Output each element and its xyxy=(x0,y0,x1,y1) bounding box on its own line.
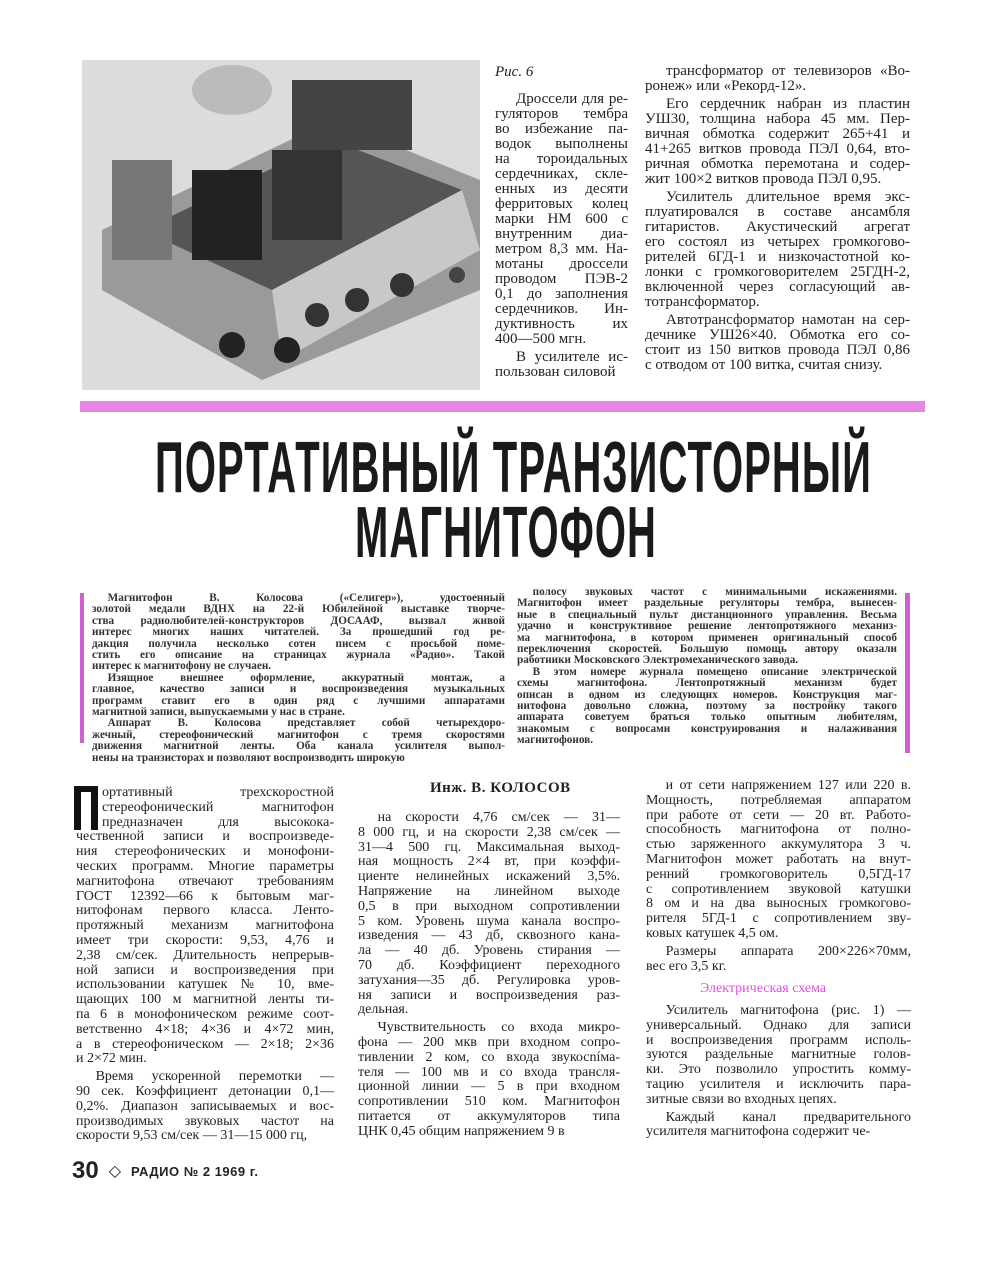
text-line: во избежание па- xyxy=(495,121,628,137)
text-line: ства радиолюбителей-конструкторов ДОСААФ, вызвал живой xyxy=(92,614,505,627)
magazine-issue: РАДИО № 2 1969 г. xyxy=(131,1163,259,1179)
text-line: использовании катушек № 10, вме- xyxy=(76,977,334,993)
text-line: рителя 5ГД-1 с сопротивлением зву- xyxy=(646,911,911,927)
text-line: интерес многих наших читателей. За прошедший год ре- xyxy=(92,626,505,639)
text-line: 0,2%. Диапазон записываемых и вос- xyxy=(76,1098,334,1114)
text-line: гитаристов. Акустический агрегат xyxy=(645,219,910,235)
text-line: полосу звуковых частот с минимальными искажениями. xyxy=(532,586,897,598)
text-line: зуются раздельные магнитные голов- xyxy=(646,1047,911,1063)
top-column-right xyxy=(645,64,910,373)
intro-accent-bar-right xyxy=(905,593,910,753)
text-line: тотрансформатор. xyxy=(645,294,760,310)
text-line: ричная обмотка перемотана и содер- xyxy=(645,156,910,172)
page-footer xyxy=(72,1157,258,1185)
text-line: дечнике УШ26×40. Обмотка его со- xyxy=(645,327,910,343)
text-line: магнитофонов. xyxy=(517,734,593,747)
text-line: 0,5 в при выходном сопротивлении xyxy=(358,898,620,914)
text-line: ционной линии — 5 в при входном xyxy=(358,1079,620,1095)
text-line: главное, качество записи и воспроизведения музыкальных xyxy=(92,683,505,696)
text-line: УШ30, толщина набора 45 мм. Пер- xyxy=(645,111,910,127)
text-line: с сопротивлением звуковой катушки xyxy=(646,881,911,897)
text-line: Дроссели для ре- xyxy=(516,91,628,107)
text-line: движения магнитной ленты. Оба канала усилителя выпол- xyxy=(92,740,505,753)
text-line: жит 100×2 витков провода ПЭЛ 0,95. xyxy=(645,171,882,187)
amplifier-chassis-image xyxy=(82,60,480,390)
text-line: имеет три скорости: 9,53, 4,76 и xyxy=(76,932,334,948)
text-line: удачно и конструктивное решение лентопротяжного механиз- xyxy=(517,620,897,633)
text-line: ферритовых колец xyxy=(495,196,628,212)
text-line: способность магнитофона от полно- xyxy=(646,822,911,838)
intro-column-right xyxy=(517,587,897,747)
text-line: и воспроизведения программ исполь- xyxy=(646,1032,911,1048)
text-line: ветственно 4×18; 4×36 и 4×72 мин, xyxy=(76,1021,334,1037)
text-line: ла — 40 дб. Уровень стирания — xyxy=(358,943,620,959)
text-line: ные в специальный пульт дистанционного управления. Весьма xyxy=(517,608,897,621)
text-line: Чувствительность со входа микро- xyxy=(377,1020,620,1036)
magenta-divider xyxy=(80,401,925,412)
text-line: золотой медали ВДНХ на 22-й Юбилейной выставке творче- xyxy=(92,603,505,616)
text-line: 2,38 см/сек. Длительность непрерыв- xyxy=(76,947,334,963)
text-line: 5 ком. Уровень шума канала воспро- xyxy=(358,913,620,929)
text-line: Время ускоренной перемотки — xyxy=(95,1069,334,1085)
text-line: ма магнитофона, в котором применен оригинальный способ xyxy=(517,631,897,644)
text-line: при работе от сети — 20 вт. Работо- xyxy=(646,807,911,823)
section-heading: Электрическая схема xyxy=(700,981,827,996)
text-line: дельная. xyxy=(358,1002,409,1018)
text-line: его состоял из четырех громкогово- xyxy=(645,234,910,250)
text-line: вичная обмотка содержит 265+41 и xyxy=(645,126,910,142)
article-title-line2: МАГНИТОФОН xyxy=(355,493,658,573)
text-line: Магнитофон имеет раздельные регуляторы тембра, вынесен- xyxy=(517,597,897,610)
text-line: стоит из 150 витков провода ПЭЛ 0,86 xyxy=(645,342,910,358)
text-line: сопротивлении 510 ком. Магнитофон xyxy=(358,1094,620,1110)
text-line: трансформатор от телевизоров «Во- xyxy=(666,63,910,79)
text-line: гуляторов тембра xyxy=(495,106,628,122)
text-line: и от сети напряжением 127 или 220 в. xyxy=(665,778,911,793)
text-line: работники Московского Электромеханического завода. xyxy=(517,654,799,667)
text-line: магнитофона отвечают требованиям xyxy=(76,873,334,889)
top-column-left xyxy=(495,92,628,380)
text-line: ческих программ. Многие параметры xyxy=(76,858,334,874)
text-line: В усилителе ис- xyxy=(516,349,628,365)
text-line: Каждый канал предварительного xyxy=(665,1109,911,1125)
text-line: рителей 6ГД-1 и низкочастотной ко- xyxy=(645,249,910,265)
body-column-3a xyxy=(646,779,911,974)
text-line: ная мощность 2×4 вт, при коэффи- xyxy=(358,854,620,870)
text-line: внутренним диа- xyxy=(495,226,628,242)
text-line: ния стереофонических и монофони- xyxy=(76,844,334,860)
text-line: Размеры аппарата 200×226×70мм, xyxy=(665,943,911,959)
text-line: В этом номере журнала помещено описание электрической xyxy=(532,665,897,678)
text-line: знакомым с вопросами конструирования и налаживания xyxy=(517,722,897,735)
text-line: циенте нелинейных искажений 3,5%. xyxy=(358,869,620,885)
text-line: дакция получила несколько сотен писем с просьбой поме- xyxy=(92,637,505,650)
text-line: ЦНК 0,45 общим напряжением 9 в xyxy=(358,1123,565,1139)
text-line: 70 дб. Коэффициент переходного xyxy=(358,957,620,973)
author-byline: Инж. В. КОЛОСОВ xyxy=(430,780,571,796)
text-line: аппарата советуем браться только опытным любителям, xyxy=(517,711,897,724)
text-line: Автотрансформатор намотан на сер- xyxy=(666,312,910,328)
text-line: стереофонический магнитофон xyxy=(102,799,334,815)
text-line: Усилитель магнитофона (рис. 1) — xyxy=(665,1003,911,1018)
text-line: марки НМ 600 с xyxy=(495,211,628,227)
intro-column-left xyxy=(92,593,505,764)
text-line: водок выполнены xyxy=(495,136,628,152)
diamond-icon: ◇ xyxy=(108,1163,122,1180)
text-line: чественной записи и воспроизведе- xyxy=(76,829,334,845)
text-line: изведения — 43 дб, сквозного кана- xyxy=(358,928,620,944)
figure-caption: Рис. 6 xyxy=(495,64,534,80)
text-line: сердечников. Ин- xyxy=(495,301,628,317)
text-line: ГОСТ 12392—66 к бытовым маг- xyxy=(76,888,334,904)
text-line: Напряжение на линейном выходе xyxy=(358,883,620,899)
text-line: производимых звуковых частот на xyxy=(76,1113,334,1129)
text-line: ня записи и воспроизведения раз- xyxy=(358,987,620,1003)
page-number: 30 xyxy=(72,1157,99,1184)
text-line: 0,1 до заполнения xyxy=(495,286,628,302)
text-line: па 6 в монофоническом режиме соот- xyxy=(76,1006,334,1022)
text-line: скорости 9,53 см/сек — 31—15 000 гц, xyxy=(76,1128,308,1144)
text-line: метром 8,3 мм. На- xyxy=(495,241,628,257)
body-column-1 xyxy=(76,786,334,1144)
text-line: пользован силовой xyxy=(495,364,616,380)
text-line: питается от аккумуляторов типа xyxy=(358,1108,620,1124)
text-line: щающих 100 м магнитной ленты ти- xyxy=(76,992,334,1008)
text-line: интерес к магнитофону не случаен. xyxy=(92,660,272,673)
text-line: универсальный. Однако для записи xyxy=(646,1017,911,1033)
body-column-3b xyxy=(646,1004,911,1140)
text-line: нены на транзисторах и позволяют воспроизводить широкую xyxy=(92,751,405,764)
text-line: тивлении 2 ком, со входа звукосníма- xyxy=(358,1049,620,1065)
text-line: енных из десяти xyxy=(495,181,628,197)
text-line: описан в одном из следующих номеров. Конструкция маг- xyxy=(517,688,897,701)
text-line: а в стереофоническом — 2×18; 2×36 xyxy=(76,1036,334,1052)
text-line: сердечниках, скле- xyxy=(495,166,628,182)
text-line: жечный, стереофонический магнитофон с тремя скоростями xyxy=(92,728,505,741)
text-line: проводом ПЭВ-2 xyxy=(495,271,628,287)
text-line: 41+265 витков провода ПЭЛ 0,64, вто- xyxy=(645,141,910,157)
text-line: мотаны дроссели xyxy=(495,256,628,272)
text-line: Усилитель длительное время экс- xyxy=(666,189,910,205)
text-line: ковых катушек 4,5 ом. xyxy=(646,925,779,941)
text-line: включенной через согласующий ав- xyxy=(645,279,910,295)
text-line: на тороидальных xyxy=(495,151,628,167)
text-line: Мощность, потребляемая аппаратом xyxy=(646,792,911,808)
text-line: ронеж» или «Рекорд-12». xyxy=(645,78,807,94)
text-line: плуатировался в составе ансамбля xyxy=(645,204,910,220)
text-line: переключения скоростей. Большую помощь автору оказали xyxy=(517,643,897,656)
text-line: стить его описание на страницах журнала «Радио». Такой xyxy=(92,649,505,662)
text-line: нитофона довольно сложна, поэтому за постройку такого xyxy=(517,700,897,713)
text-line: с отводом от 100 витка, считая снизу. xyxy=(645,357,883,373)
text-line: ки. Это позволило упростить комму- xyxy=(646,1062,911,1078)
text-line: 400—500 мгн. xyxy=(495,331,587,347)
text-line: стью заряженного аккумулятора 3 ч. xyxy=(646,837,911,853)
text-line: ортативный трехскоростной xyxy=(102,785,334,800)
text-line: тацию усилителя и исключить пара- xyxy=(646,1076,911,1092)
text-line: теля — 100 мв и со входа трансля- xyxy=(358,1064,620,1080)
text-line: 8 000 гц, и на скорости 2,38 см/сек — xyxy=(358,824,620,840)
text-line: и 2×72 мин. xyxy=(76,1051,147,1067)
text-line: на скорости 4,76 см/сек — 31— xyxy=(377,810,620,825)
text-line: Его сердечник набран из пластин xyxy=(666,96,910,112)
text-line: магнитной записи, выпускаемыми у нас в стране. xyxy=(92,706,345,719)
text-line: фона — 200 мкв при входном сопро- xyxy=(358,1034,620,1050)
text-line: Аппарат В. Колосова представляет собой четырехдоро- xyxy=(107,717,505,730)
text-line: схемы магнитофона. Лентопротяжный механизм будет xyxy=(517,677,897,690)
text-line: 8 ом и на два выносных громкогово- xyxy=(646,896,911,912)
amplifier-photo xyxy=(82,60,480,390)
text-line: ной записи и воспроизведения при xyxy=(76,962,334,978)
text-line: предназначен для высокока- xyxy=(102,814,334,830)
text-line: нитофонам первого класса. Ленто- xyxy=(76,903,334,919)
text-line: Изящное внешнее оформление, аккуратный монтаж, а xyxy=(107,671,505,684)
text-line: Магнитофон В. Колосова («Селигер»), удостоенный xyxy=(107,592,505,604)
text-line: вес его 3,5 кг. xyxy=(646,958,727,974)
text-line: ренний громкоговоритель 0,5ГД-17 xyxy=(646,866,911,882)
body-column-2 xyxy=(358,811,620,1140)
text-line: дуктивность их xyxy=(495,316,628,332)
text-line: Магнитофон может работать на внут- xyxy=(646,851,911,867)
intro-accent-bar-left xyxy=(80,593,84,743)
article-title-line1: ПОРТАТИВНЫЙ ТРАНЗИСТОРНЫЙ xyxy=(155,428,872,508)
text-line: 31—4 500 гц. Максимальная выход- xyxy=(358,839,620,855)
text-line: затухания—35 дб. Регулировка уров- xyxy=(358,972,620,988)
text-line: зитные связи во входных цепях. xyxy=(646,1091,837,1107)
text-line: протяжный механизм магнитофона xyxy=(76,918,334,934)
text-line: программ ставит его в один ряд с лучшими аппаратами xyxy=(92,694,505,707)
text-line: лонки с громкоговорителем 25ГДН-2, xyxy=(645,264,910,280)
text-line: 90 сек. Коэффициент детонации 0,1— xyxy=(76,1083,334,1099)
text-line: усилителя магнитофона содержит че- xyxy=(646,1124,871,1140)
